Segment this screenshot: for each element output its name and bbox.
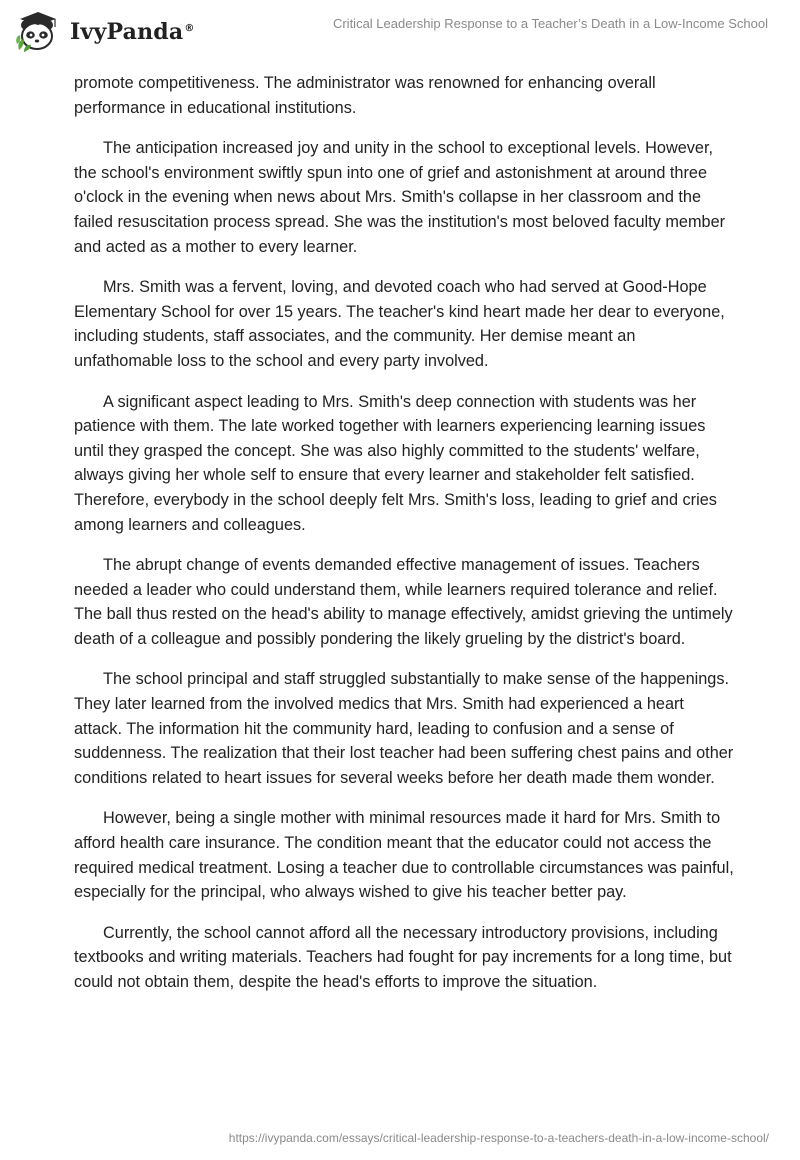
document-title: Critical Leadership Response to a Teacher’s Death in a Low-Income School bbox=[332, 16, 768, 31]
panda-mascot-icon bbox=[14, 10, 62, 54]
paragraph: The abrupt change of events demanded effective management of issues. Teachers needed a leader who could understand them, while learners required tolerance and relief. The ball thus rested on the head's ability to manage effectively, amidst grieving the untimely death of a colleague and possibly pondering the likely grueling by the district's board. bbox=[74, 556, 733, 648]
registered-mark: ® bbox=[184, 22, 195, 34]
paragraph: Currently, the school cannot afford all the necessary introductory provisions, including textbooks and writing materials. Teachers had fought for pay increments for a long time, but could not obtain them, despite the head's efforts to improve the situation. bbox=[74, 923, 732, 991]
paragraph-continued: promote competitiveness. The administrator was renowned for enhancing overall performance in educational institutions. bbox=[74, 74, 656, 117]
brand-name bbox=[70, 19, 195, 45]
source-url-link[interactable]: https://ivypanda.com/essays/critical-leadership-response-to-a-teachers-death-in-a-low-income-school/ bbox=[228, 1131, 769, 1145]
paragraph: The school principal and staff struggled substantially to make sense of the happenings. They later learned from the involved medics that Mrs. Smith had experienced a heart attack. The information hit the community hard, leading to confusion and a sense of suddenness. The realization that their lost teacher had been suffering chest pains and other conditions related to heart issues for several weeks before her death made them wonder. bbox=[74, 670, 734, 787]
ivypanda-logo[interactable] bbox=[14, 10, 195, 54]
brand-name-text: IvyPanda bbox=[70, 19, 184, 45]
paragraph: A significant aspect leading to Mrs. Smith's deep connection with students was her patience with them. The late worked together with learners experiencing learning issues until they grasped the concept. She was also highly committed to the students' welfare, always giving her whole self to ensure that every learner and stakeholder felt satisfied. Therefore, everybody in the school deeply felt Mrs. Smith's loss, leading to grief and cries among learners and colleagues. bbox=[74, 392, 717, 534]
page-header bbox=[0, 0, 800, 60]
paragraph: Mrs. Smith was a fervent, loving, and devoted coach who had served at Good-Hope Elementary School for over 15 years. The teacher's kind heart made her dear to everyone, including students, staff associates, and the community. Her demise meant an unfathomable loss to the school and every party involved. bbox=[74, 278, 725, 370]
paragraph: However, being a single mother with minimal resources made it hard for Mrs. Smith to afford health care insurance. The condition meant that the educator could not access the required medical treatment. Losing a teacher due to controllable circumstances was painful, especially for the principal, who always wished to give his teacher better pay. bbox=[74, 809, 734, 902]
essay-body bbox=[74, 71, 734, 1011]
paragraph: The anticipation increased joy and unity in the school to exceptional levels. However, the school's environment swiftly spun into one of grief and astonishment at around three o'clock in the evening when news about Mrs. Smith's collapse in her classroom and the failed resuscitation process spread. She was the institution's most beloved faculty member and acted as a mother to every learner. bbox=[74, 139, 726, 256]
